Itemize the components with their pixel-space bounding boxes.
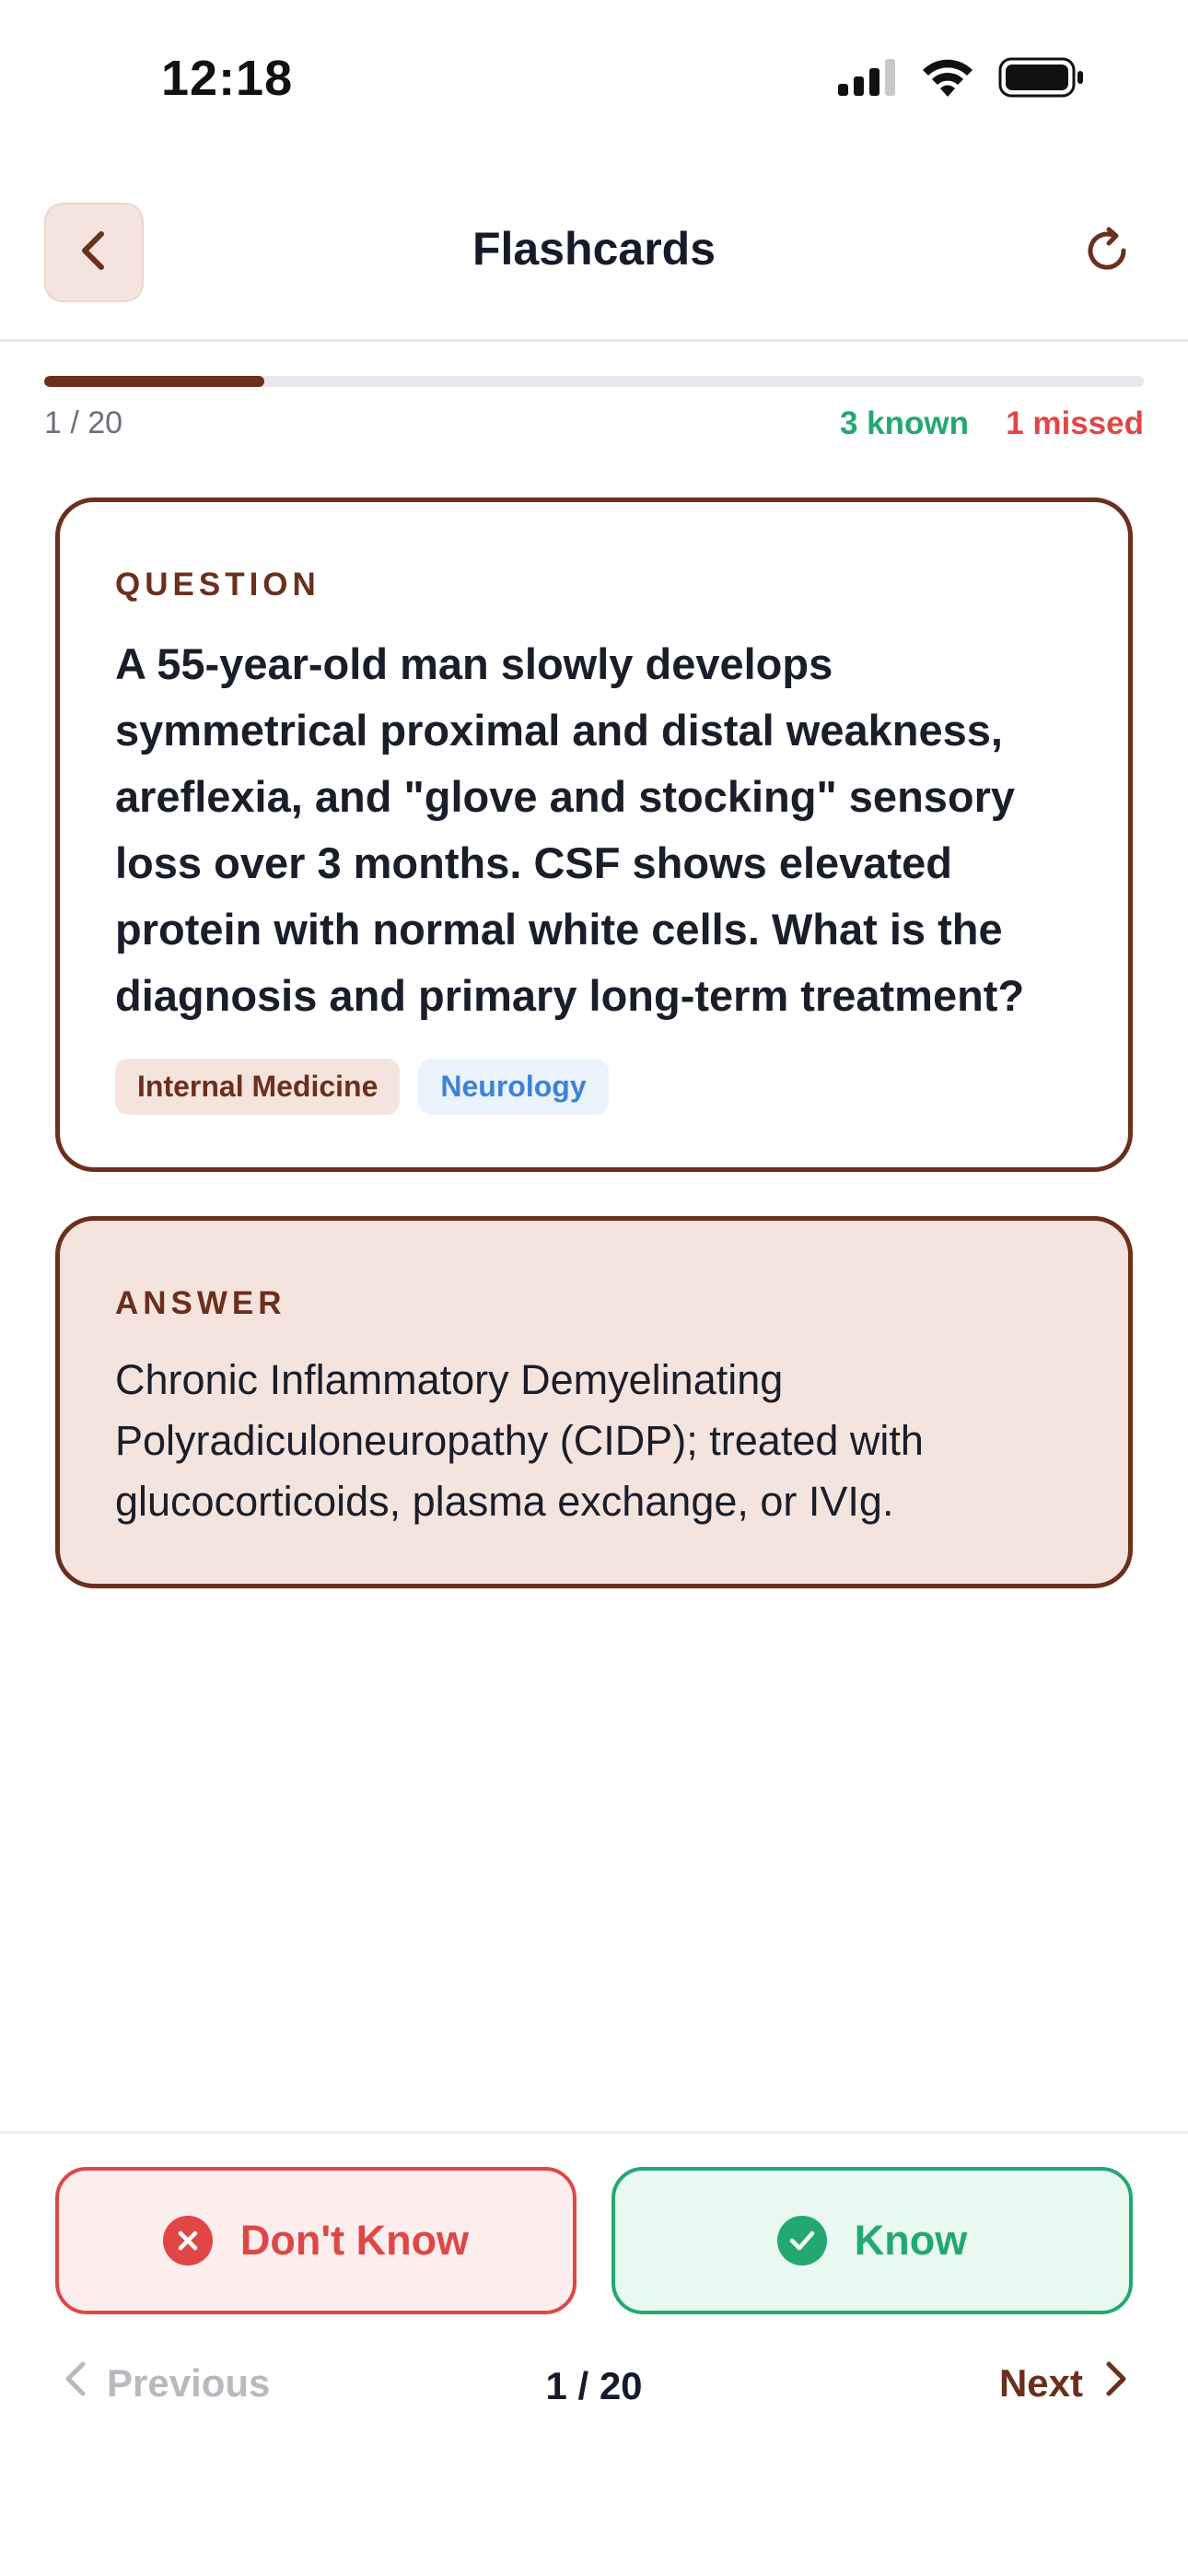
card-navigation	[0, 2359, 1188, 2414]
previous-label: Previous	[107, 2361, 271, 2405]
wifi-icon	[921, 58, 974, 101]
cellular-signal-icon	[838, 59, 897, 100]
status-bar	[0, 0, 1188, 161]
answer-label: ANSWER	[115, 1285, 286, 1321]
progress-bar	[44, 376, 1144, 387]
tag-list	[115, 1059, 1073, 1115]
app-header	[0, 161, 1188, 342]
refresh-button[interactable]	[1074, 219, 1140, 286]
know-button[interactable]	[611, 2167, 1133, 2314]
progress-bar-fill	[44, 376, 264, 387]
know-label: Know	[854, 2217, 968, 2264]
check-circle-icon	[777, 2216, 827, 2266]
chevron-right-icon	[1103, 2359, 1129, 2408]
next-label: Next	[998, 2361, 1083, 2405]
page-title: Flashcards	[472, 223, 716, 275]
x-circle-icon	[163, 2216, 213, 2266]
tag-internal-medicine: Internal Medicine	[115, 1059, 400, 1115]
status-time: 12:18	[161, 51, 294, 106]
question-card[interactable]	[55, 498, 1133, 1172]
answer-card[interactable]	[55, 1216, 1133, 1588]
battery-icon	[998, 57, 1085, 102]
tag-neurology: Neurology	[418, 1059, 608, 1115]
missed-count: 1 missed	[1006, 405, 1144, 441]
next-button[interactable]	[999, 2359, 1129, 2408]
dont-know-button[interactable]	[55, 2167, 577, 2314]
dont-know-label: Don't Know	[239, 2217, 470, 2264]
refresh-icon	[1081, 225, 1133, 281]
known-count: 3 known	[839, 405, 969, 441]
answer-text: Chronic Inflammatory Demyelinating Polyradiculoneuropathy (CIDP); treated with glucocorticoids, plasma exchange, or IVIg.	[115, 1356, 924, 1525]
question-label: QUESTION	[115, 567, 320, 603]
question-text: A 55-year-old man slowly develops symmetrical proximal and distal weakness, areflexia, and "glove and stocking" sensory loss over 3 months. CSF shows elevated protein with normal white cells. What is the diagnosis and primary long-term treatment?	[115, 639, 1025, 1020]
page-indicator: 1 / 20	[545, 2364, 643, 2407]
status-icons	[838, 57, 1085, 102]
progress-count: 1 / 20	[44, 405, 123, 440]
bottom-divider	[0, 2131, 1188, 2134]
